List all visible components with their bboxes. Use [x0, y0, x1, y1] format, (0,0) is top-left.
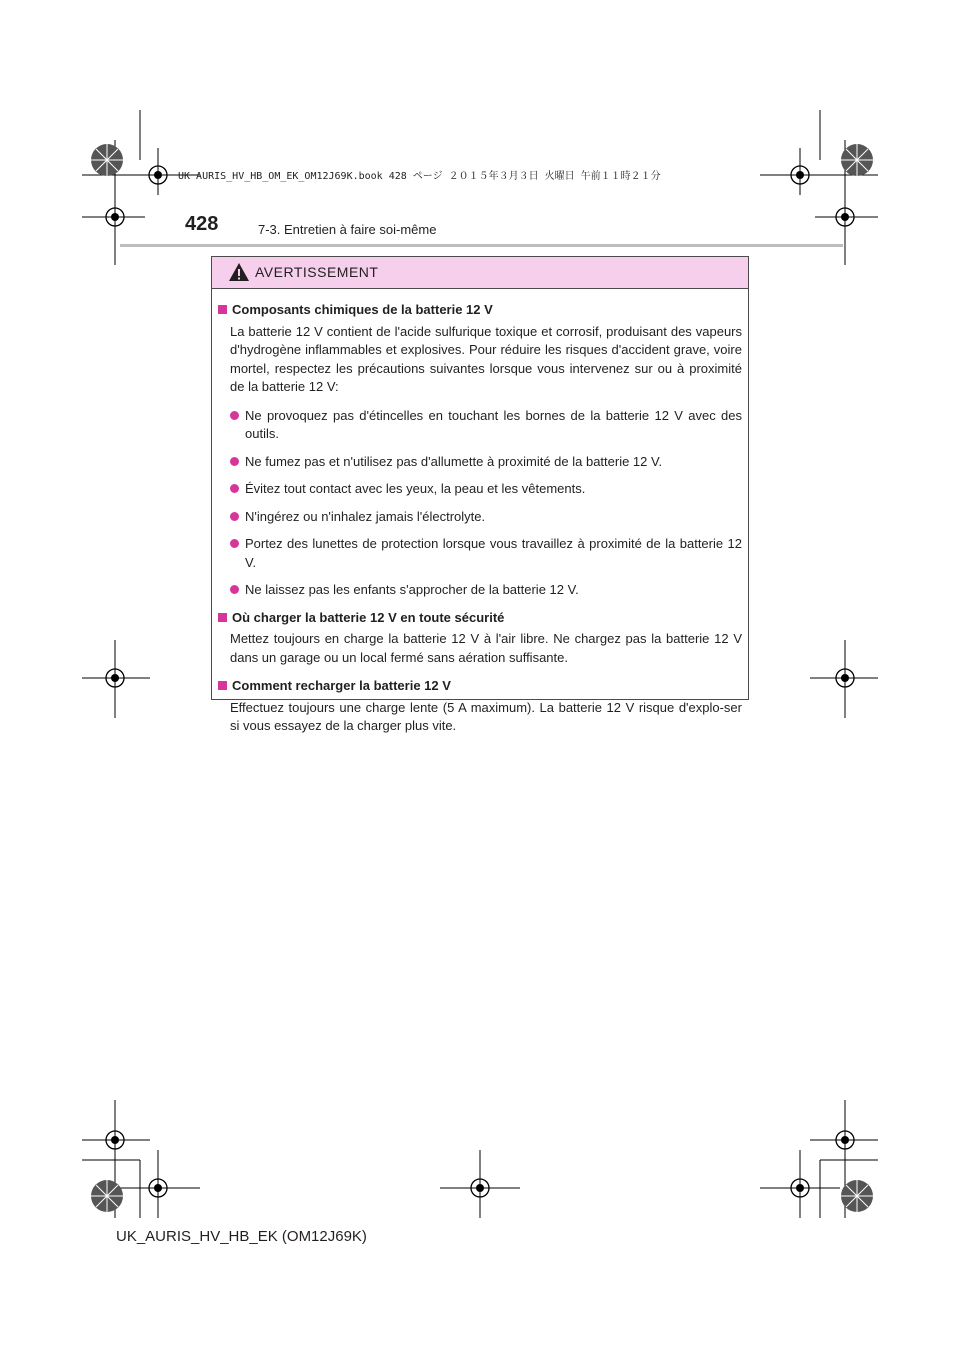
- round-bullet-icon: [230, 539, 239, 548]
- list-item: Ne provoquez pas d'étincelles en touchant les bornes de la batterie 12 V avec des outils.: [230, 407, 742, 444]
- list-item: Ne fumez pas et n'utilisez pas d'allumette à proximité de la batterie 12 V.: [230, 453, 742, 472]
- round-bullet-icon: [230, 411, 239, 420]
- warning-section-text: La batterie 12 V contient de l'acide sulfurique toxique et corrosif, produisant des vapeurs d'hydrogène inflammables et explosives. Pour réduire les risques d'accident grave, voire mortel, respectez les précautions suivantes lorsque vous intervenez sur ou à proximité de la batterie 12 V:: [230, 323, 742, 394]
- round-bullet-icon: [230, 585, 239, 594]
- warning-triangle-icon: [228, 262, 250, 282]
- page-number: 428: [185, 213, 219, 235]
- warning-body: [212, 289, 748, 736]
- section-title: 7-3. Entretien à faire soi-même: [258, 222, 437, 237]
- warning-title: AVERTISSEMENT: [255, 264, 379, 280]
- list-item: N'ingérez ou n'inhalez jamais l'électrolyte.: [230, 508, 742, 527]
- header-rule: [120, 244, 843, 247]
- square-bullet-icon: [218, 681, 227, 690]
- warning-section-heading: Composants chimiques de la batterie 12 V: [218, 301, 742, 320]
- round-bullet-icon: [230, 484, 239, 493]
- book-file-info: UK AURIS_HV_HB_OM_EK_OM12J69K.book 428 ページ ２０１５年３月３日 火曜日 午前１１時２１分: [178, 171, 661, 182]
- warning-section-heading: Où charger la batterie 12 V en toute sécurité: [218, 609, 742, 628]
- footer-model-code: UK_AURIS_HV_HB_EK (OM12J69K): [116, 1228, 367, 1245]
- warning-section-heading: Comment recharger la batterie 12 V: [218, 677, 742, 696]
- warning-header: [212, 257, 748, 289]
- round-bullet-icon: [230, 512, 239, 521]
- list-item: Portez des lunettes de protection lorsque vous travaillez à proximité de la batterie 12 V.: [230, 535, 742, 572]
- square-bullet-icon: [218, 305, 227, 314]
- warning-section-text: Effectuez toujours une charge lente (5 A maximum). La batterie 12 V risque d'explo-ser si vous essayez de la charger plus vite.: [230, 699, 742, 733]
- list-item: Ne laissez pas les enfants s'approcher de la batterie 12 V.: [230, 581, 742, 600]
- list-item: Évitez tout contact avec les yeux, la peau et les vêtements.: [230, 480, 742, 499]
- round-bullet-icon: [230, 457, 239, 466]
- square-bullet-icon: [218, 613, 227, 622]
- warning-section-text: Mettez toujours en charge la batterie 12 V à l'air libre. Ne chargez pas la batterie 12 V dans un garage ou un local fermé sans aération suffisante.: [230, 631, 742, 665]
- warning-box: [211, 256, 749, 733]
